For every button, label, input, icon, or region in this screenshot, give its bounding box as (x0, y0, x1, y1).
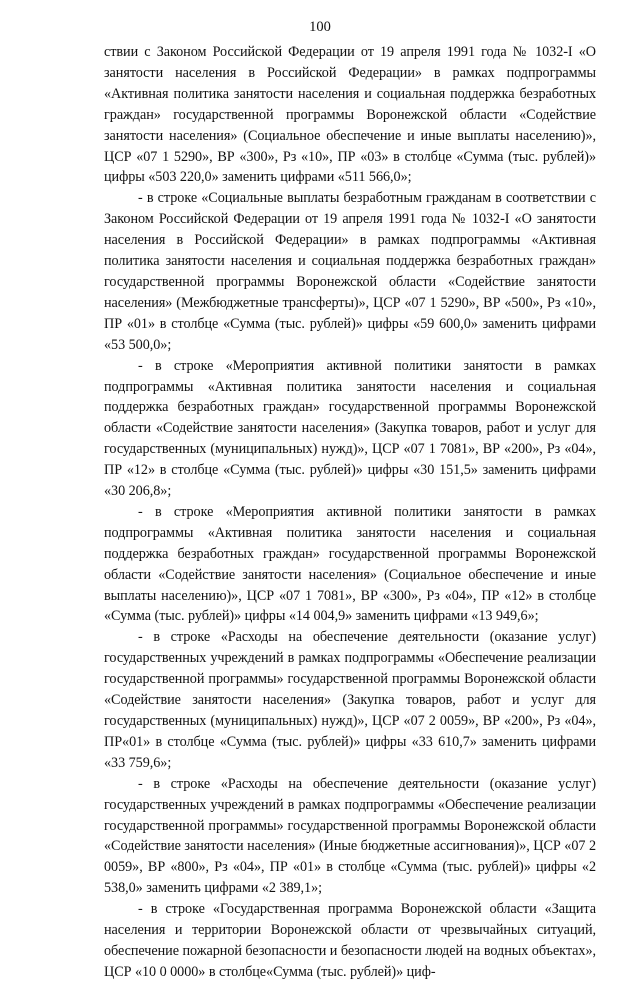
paragraph-active-policy-social: - в строке «Мероприятия активной политики занятости в рамках подпрограммы «Активная политика занятости населения и социальная поддержка безработных граждан» государственной программы Воронежской области «Содействие занятости населения» (Социальное обеспечение и иные выплаты населению)», ЦСР «07 1 7081», ВР «300», Рз «04», ПР «12» в столбце «Сумма (тыс. рублей)» цифры «14 004,9» заменить цифрами «13 949,6»; (104, 503, 596, 625)
paragraph-social-payments-transfers: - в строке «Социальные выплаты безработным гражданам в соответствии с Законом Российской Федерации от 19 апреля 1991 года № 1032-I «О занятости населения в Российской Федерации» в рамках подпрограммы «Активная политика занятости населения и социальная поддержка безработных граждан» государственной программы Воронежской области «Содействие занятости населения» (Межбюджетные трансферты)», ЦСР «07 1 5290», ВР «500», Рз «10», ПР «01» в столбце «Сумма (тыс. рублей)» цифры «59 600,0» заменить цифрами «53 500,0»; (104, 190, 596, 353)
page-number: 100 (309, 19, 331, 35)
paragraph-active-policy-procurement: - в строке «Мероприятия активной политики занятости в рамках подпрограммы «Активная политика занятости населения и социальная поддержка безработных граждан» государственной программы Воронежской области «Содействие занятости населения» (Закупка товаров, работ и услуг для государственных (муниципальных) нужд)», ЦСР «07 1 7081», ВР «200», Рз «04», ПР «12» в столбце «Сумма (тыс. рублей)» цифры «30 151,5» заменить цифрами «30 206,8»; (104, 357, 596, 500)
paragraph-state-program-protection: - в строке «Государственная программа Воронежской области «Защита населения и территории Воронежской области от чрезвычайных ситуаций, обеспечение пожарной безопасности и безопасности людей на водных объектах», ЦСР «10 0 0000» в столбце«Сумма (тыс. рублей)» циф- (104, 901, 596, 980)
paragraph-institutions-other: - в строке «Расходы на обеспечение деятельности (оказание услуг) государственных учреждений в рамках подпрограммы «Обеспечение реализации государственной программы» государственной программы Воронежской области «Содействие занятости населения» (Иные бюджетные ассигнования)», ЦСР «07 2 0059», ВР «800», Рз «04», ПР «01» в столбце «Сумма (тыс. рублей)» цифры «2 538,0» заменить цифрами «2 389,1»; (104, 775, 596, 897)
document-body (104, 42, 596, 983)
paragraph-continuation: ствии с Законом Российской Федерации от 19 апреля 1991 года № 1032-I «О занятости населения в Российской Федерации» в рамках подпрограммы «Активная политика занятости населения и социальная поддержка безработных граждан» государственной программы Воронежской области «Содействие занятости населения» (Социальное обеспечение и иные выплаты населению)», ЦСР «07 1 5290», ВР «300», Рз «10», ПР «03» в столбце «Сумма (тыс. рублей)» цифры «503 220,0» заменить цифрами «511 566,0»; (104, 44, 596, 186)
paragraph-institutions-procurement: - в строке «Расходы на обеспечение деятельности (оказание услуг) государственных учреждений в рамках подпрограммы «Обеспечение реализации государственной программы» государственной программы Воронежской области «Содействие занятости населения» (Закупка товаров, работ и услуг для государственных (муниципальных) нужд)», ЦСР «07 2 0059», ВР «200», Рз «04», ПР«01» в столбце «Сумма (тыс. рублей)» цифры «33 610,7» заменить цифрами «33 759,6»; (104, 629, 596, 771)
